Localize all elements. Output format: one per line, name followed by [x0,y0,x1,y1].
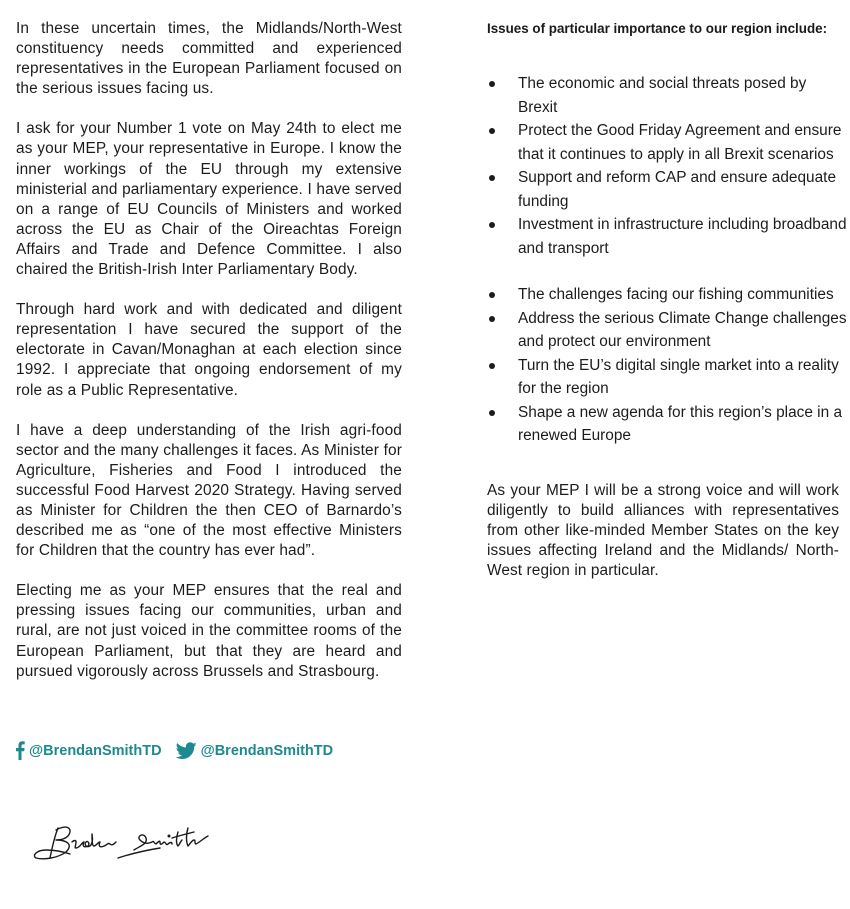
signature [30,820,220,870]
issues-list-primary [487,72,847,260]
list-item-text: Shape a new agenda for this region’s place in a renewed Europe [518,403,842,444]
list-item [487,354,848,401]
twitter-handle: @BrendanSmithTD [200,742,334,759]
list-item-text: Investment in infrastructure including broadband and transport [518,216,847,257]
issues-section [487,19,847,596]
bullet-icon [489,81,495,87]
list-item [487,166,848,213]
list-item-text: The economic and social threats posed by Brexit [518,75,807,116]
signature-mark [30,820,220,870]
issues-list-secondary [487,283,847,448]
list-item [487,401,848,448]
bullet-icon [489,292,495,298]
twitter-icon [176,742,197,760]
bullet-icon [489,410,495,416]
bullet-icon [489,316,495,322]
paragraph-closing-appeal: Electing me as your MEP ensures that the real and pressing issues facing our communities, urban and rural, are not just voiced in the committee rooms of the European Parliament, but that they are heard and pursued vigorously across Brussels and Strasbourg. [16,582,402,680]
list-item-text: Address the serious Climate Change challenges and protect our environment [518,309,847,350]
bullet-icon [489,363,495,369]
list-item [487,72,848,119]
paragraph-track-record: Through hard work and with dedicated and diligent representation I have secured the support of the electorate in Cavan/Monaghan at each election since 1992. I appreciate that ongoing endorsement of my role as a Public Representative. [16,301,402,399]
list-item [487,213,848,260]
list-item-text: Turn the EU’s digital single market into a reality for the region [518,356,839,397]
paragraph-intro: In these uncertain times, the Midlands/North-West constituency needs committed and experienced representatives in the European Parliament focused on the serious issues facing us. [16,20,402,98]
list-item [487,119,848,166]
letter-body [16,19,402,702]
social-links [15,741,347,760]
paragraph-agri-food: I have a deep understanding of the Irish agri-food sector and the many challenges it faces. As Minister for Agriculture, Fisheries and Food I introduced the successful Food Harvest 2020 Strategy. Having served as Minister for Children the then CEO of Barnardo’s described me as “one of the most effective Ministers for Children that the country has ever had”. [16,421,402,560]
paragraph-vote-request: I ask for your Number 1 vote on May 24th to elect me as your MEP, your representative in Europe. I know the inner workings of the EU through my extensive ministerial and parliamentary experience. I have served on a range of EU Councils of Ministers and worked across the EU as Chair of the Oireachtas Foreign Affairs and Trade and Defence Committee. I also chaired the British-Irish Inter Parliamentary Body. [16,120,402,279]
facebook-icon [15,741,25,760]
bullet-icon [489,128,495,134]
twitter-link[interactable] [176,742,334,760]
issues-heading: Issues of particular importance to our region include: [487,21,828,36]
facebook-link[interactable] [15,741,162,760]
facebook-handle: @BrendanSmithTD [29,742,162,759]
list-item-text: The challenges facing our fishing communities [518,286,834,303]
list-item-text: Support and reform CAP and ensure adequate funding [518,169,837,210]
bullet-icon [489,222,495,228]
list-item-text: Protect the Good Friday Agreement and ensure that it continues to apply in all Brexit scenarios [518,122,842,163]
closing-statement: As your MEP I will be a strong voice and will work diligently to build alliances with representatives from other like-minded Member States on the key issues affecting Ireland and the Midlands/ North-West region in particular. [487,481,839,579]
bullet-icon [489,175,495,181]
list-item [487,283,848,307]
list-item [487,307,848,354]
